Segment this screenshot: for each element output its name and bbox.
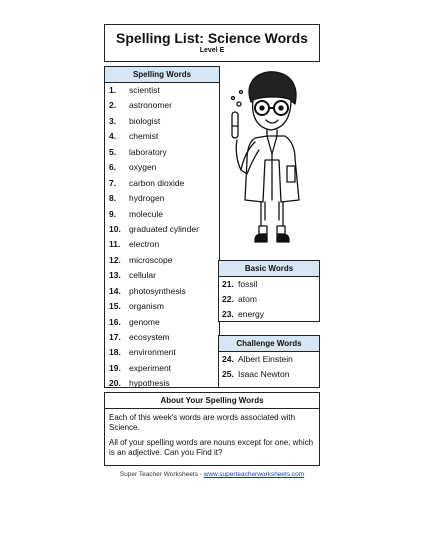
word-item [105, 98, 219, 113]
word-text: molecule [129, 208, 164, 219]
word-item [105, 268, 219, 283]
word-number: 16. [109, 316, 121, 327]
basic-words-list [219, 277, 319, 323]
word-number: 10. [109, 223, 121, 234]
word-item [219, 292, 319, 307]
word-number: 7. [109, 177, 117, 188]
word-item [105, 114, 219, 129]
word-text: microscope [129, 254, 173, 265]
footer-credit: Super Teacher Worksheets - [119, 471, 204, 478]
word-text: hypothesis [129, 378, 170, 389]
word-item [105, 345, 219, 360]
word-text: scientist [129, 85, 160, 95]
word-number: 2. [109, 100, 117, 111]
word-text: photosynthesis [129, 285, 186, 296]
word-number: 14. [109, 285, 121, 296]
basic-words-box [218, 260, 320, 322]
about-text [105, 409, 319, 458]
word-item [105, 222, 219, 237]
word-item [105, 330, 219, 345]
about-heading: About Your Spelling Words [105, 393, 319, 409]
challenge-words-box [218, 335, 320, 388]
word-item [105, 299, 219, 314]
word-number: 13. [109, 270, 121, 281]
word-item [219, 277, 319, 292]
word-number: 20. [109, 378, 121, 389]
word-number: 3. [109, 115, 117, 126]
word-text: atom [238, 294, 257, 305]
spelling-words-heading: Spelling Words [105, 67, 219, 83]
scientist-illustration-icon [225, 70, 317, 256]
word-number: 1. [109, 85, 117, 95]
word-text: astronomer [129, 100, 172, 111]
word-number: 9. [109, 208, 117, 219]
about-paragraph-2: All of your spelling words are nouns except for one, which is an adjective. Can you Find it? [109, 438, 314, 457]
word-item [105, 129, 219, 144]
title-box [104, 24, 320, 62]
about-box [104, 392, 320, 466]
basic-words-heading: Basic Words [219, 261, 319, 277]
word-number: 4. [109, 131, 117, 142]
word-item [105, 191, 219, 206]
word-text: carbon dioxide [129, 177, 185, 188]
word-number: 24. [222, 354, 234, 364]
footer-link[interactable]: www.superteacherworksheets.com [203, 471, 305, 478]
challenge-words-heading: Challenge Words [219, 336, 319, 352]
page-title: Spelling List: Science Words [116, 30, 308, 46]
word-text: fossil [238, 279, 258, 289]
word-item [105, 207, 219, 222]
word-item [105, 145, 219, 160]
word-text: Albert Einstein [238, 354, 293, 364]
word-text: chemist [129, 131, 159, 142]
word-number: 18. [109, 347, 121, 358]
word-text: hydrogen [129, 193, 165, 204]
word-text: Isaac Newton [238, 369, 290, 380]
word-text: organism [129, 301, 164, 312]
word-item [105, 237, 219, 252]
word-item [105, 284, 219, 299]
word-text: laboratory [129, 146, 167, 157]
word-item [105, 160, 219, 175]
word-item [105, 315, 219, 330]
challenge-words-list [219, 352, 319, 382]
word-text: graduated cylinder [129, 223, 199, 234]
word-item [105, 376, 219, 391]
word-number: 22. [222, 294, 234, 305]
word-item [105, 83, 219, 98]
word-number: 23. [222, 309, 234, 320]
word-item [219, 352, 319, 367]
spelling-words-box [104, 66, 220, 388]
word-number: 15. [109, 301, 121, 312]
word-text: oxygen [129, 162, 157, 173]
word-item [105, 361, 219, 376]
word-number: 17. [109, 332, 121, 342]
footer [104, 471, 320, 478]
word-text: genome [129, 316, 160, 327]
word-text: environment [129, 347, 176, 358]
word-number: 25. [222, 369, 234, 380]
word-number: 11. [109, 239, 121, 250]
word-text: energy [238, 309, 264, 320]
spelling-words-list [105, 83, 219, 392]
word-number: 21. [222, 279, 234, 289]
word-text: experiment [129, 362, 172, 373]
word-item [219, 367, 319, 382]
word-item [105, 253, 219, 268]
word-number: 5. [109, 146, 117, 157]
about-paragraph-1: Each of this week's words are words associated with Science. [109, 413, 296, 432]
word-text: electron [129, 239, 160, 250]
word-text: biologist [129, 115, 161, 126]
word-text: cellular [129, 270, 156, 281]
word-number: 19. [109, 362, 121, 373]
word-number: 12. [109, 254, 121, 265]
word-number: 6. [109, 162, 117, 173]
level-label: Level E [199, 47, 225, 54]
word-item [219, 307, 319, 322]
word-item [105, 176, 219, 191]
word-text: ecosystem [129, 332, 170, 342]
word-number: 8. [109, 193, 117, 204]
